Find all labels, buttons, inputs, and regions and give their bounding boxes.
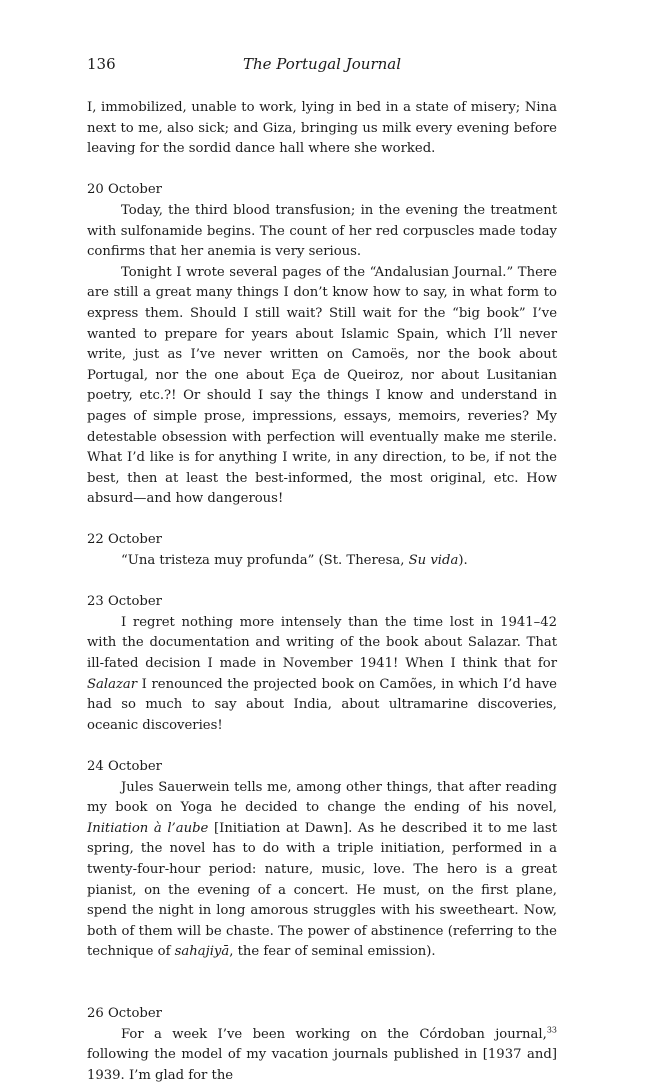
entry-date: 23 October xyxy=(87,594,162,610)
journal-entry-22-october xyxy=(87,530,557,571)
journal-entry-26-october xyxy=(87,1004,557,1086)
quote-source-title: Su vida xyxy=(408,553,459,569)
text-run: I regret nothing more intensely than the time lost in 1941–42 with the documentation and writing of the book about Salazar. That ill-fated decision I made in November 1941! When I think that for xyxy=(87,614,557,672)
footnote-reference: 33 xyxy=(546,1025,557,1035)
running-head xyxy=(87,52,557,82)
text-run: , the fear of seminal emission). xyxy=(229,944,436,960)
entry-paragraph xyxy=(87,613,557,737)
book-page xyxy=(87,52,557,1087)
running-title: The Portugal Journal xyxy=(242,55,402,73)
entry-date: 20 October xyxy=(87,182,162,198)
entry-paragraph: Today, the third blood transfusion; in the evening the treatment with sulfonamide begins. The count of her red corpuscles made today confirms that her anemia is very serious. xyxy=(87,202,557,260)
entry-paragraph: Tonight I wrote several pages of the “Andalusian Journal.” There are still a great many things I don’t know how to say, in what form to express them. Should I still wait? Still wait for the “big book” I’ve wanted to prepare for years about Islamic Spain, which I’ll never write, just as I’ve never written on Camoës, nor the book about Portugal, nor the one about Eça de Queiroz, nor about Lusitanian poetry, etc.?! Or should I say the things I know and understand in pages of simple prose, impressions, essays, memoirs, reveries? My detestable obsession with perfection will eventually make me sterile. What I’d like is for anything I write, in any direction, to be, if not the best, then at least the best-informed, the most original, etc. How absurd—and how dangerous! xyxy=(87,264,557,507)
page-number: 136 xyxy=(87,55,116,73)
entry-date: 26 October xyxy=(87,1006,162,1022)
novel-title: Initiation à l’aube xyxy=(87,820,209,836)
opening-paragraph: I, immobilized, unable to work, lying in bed in a state of misery; Nina next to me, also sick; and Giza, bringing us milk every evening before leaving for the sordid dance hall where she worked. xyxy=(87,100,557,157)
text-run: following the model of my vacation journals published in [1937 and] 1939. I’m glad for the xyxy=(87,1047,557,1083)
text-run: I renounced the projected book on Camões, in which I’d have had so much to say about India, about ultramarine discoveries, oceanic discoveries! xyxy=(87,676,557,733)
quote-closing: ). xyxy=(458,553,468,569)
entry-date: 24 October xyxy=(87,759,162,774)
text-run: [Initiation at Dawn]. As he described it to me last spring, the novel has to do with a triple initiation, performed in a twenty-four-hour period: nature, music, love. The hero is a great pianist, on the evening of a concert. He must, on the first plane, spend the night in long amorous struggles with his sweetheart. Now, both of them will be chaste. The power of abstinence (referring to the technique of xyxy=(87,820,557,960)
journal-entry-24-october xyxy=(87,757,557,963)
text-run: Jules Sauerwein tells me, among other things, that after reading my book on Yoga he decided to change the ending of his novel, xyxy=(87,779,557,816)
entry-paragraph xyxy=(87,1025,557,1087)
body-text xyxy=(87,98,557,1087)
quote-text: “Una tristeza muy profunda” (St. Theresa, xyxy=(121,553,409,569)
technique-term: sahajiyā xyxy=(174,944,230,960)
text-run: For a week I’ve been working on the Córdoban journal, xyxy=(121,1026,547,1042)
entry-paragraph xyxy=(87,551,557,572)
journal-entry-20-october xyxy=(87,180,557,510)
entry-date: 22 October xyxy=(87,532,162,548)
journal-entry-23-october xyxy=(87,592,557,736)
book-title: Salazar xyxy=(87,676,138,692)
entry-paragraph xyxy=(87,778,557,963)
